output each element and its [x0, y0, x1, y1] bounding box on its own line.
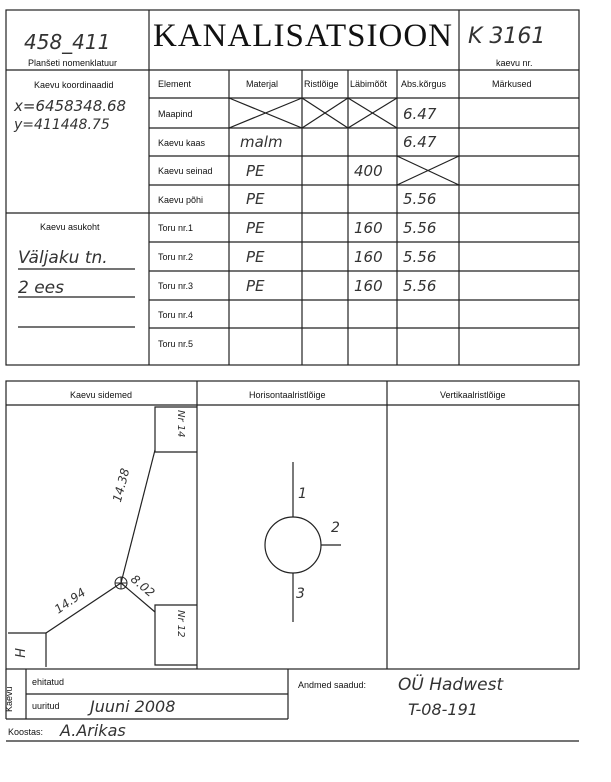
- section-ties-title: Kaevu sidemed: [70, 390, 133, 400]
- header-element: Element: [158, 79, 192, 89]
- cell-labimoot: 400: [354, 162, 383, 180]
- location-line1: Väljaku tn.: [18, 248, 108, 268]
- section-horizontal-title: Horisontaalristlõige: [249, 390, 326, 400]
- cell-materjal: PE: [246, 248, 265, 266]
- header-ristloige: Ristlõige: [304, 79, 339, 89]
- header-markused: Märkused: [492, 79, 532, 89]
- dimension-label: 8.02: [128, 572, 158, 600]
- row-element: Kaevu kaas: [158, 138, 206, 148]
- house-number-bottom: Nr 12: [175, 610, 186, 638]
- row-element: Toru nr.5: [158, 339, 194, 349]
- coordinate-x: x=6458348.68: [14, 97, 127, 115]
- surveyed-value: Juuni 2008: [90, 697, 176, 716]
- cell-labimoot: 160: [354, 219, 383, 237]
- cell-abs: 5.56: [403, 277, 437, 295]
- data-source-label: Andmed saadud:: [298, 680, 367, 690]
- well-number-value: K 3161: [468, 24, 546, 49]
- cell-abs: 5.56: [403, 219, 437, 237]
- cell-labimoot: 160: [354, 277, 383, 295]
- row-element: Toru nr.3: [158, 281, 194, 291]
- author-label: Koostas:: [8, 727, 44, 737]
- cell-abs: 5.56: [403, 190, 437, 208]
- cell-materjal: PE: [246, 162, 265, 180]
- well-symbol: [115, 577, 127, 589]
- coordinates-label: Kaevu koordinaadid: [34, 80, 114, 90]
- header-materjal: Materjal: [246, 79, 279, 89]
- dimension-label: 14.38: [110, 466, 133, 504]
- nomenclature-value: 458_411: [24, 30, 111, 54]
- row-element: Maapind: [158, 109, 193, 119]
- dimension-label: 14.94: [52, 585, 89, 617]
- cell-labimoot: 160: [354, 248, 383, 266]
- row-element: Toru nr.2: [158, 252, 194, 262]
- cell-abs: 6.47: [403, 105, 437, 123]
- coordinate-y: y=411448.75: [14, 117, 110, 133]
- location-line2: 2 ees: [18, 278, 64, 298]
- cell-materjal: PE: [246, 219, 265, 237]
- cell-materjal: PE: [246, 190, 265, 208]
- header-abs: Abs.kõrgus: [401, 79, 447, 89]
- cell-abs: 6.47: [403, 133, 437, 151]
- surveyed-label: uuritud: [32, 701, 60, 711]
- pipe-label: 2: [331, 520, 340, 536]
- row-element: Kaevu seinad: [158, 166, 213, 176]
- house-label-left: H: [11, 648, 26, 658]
- cell-materjal: malm: [240, 133, 283, 151]
- well-number-label: kaevu nr.: [496, 58, 533, 68]
- nomenclature-label: Planšeti nomenklatuur: [28, 58, 118, 68]
- header-labimoot: Läbimõõt: [350, 79, 388, 89]
- cell-materjal: PE: [246, 277, 265, 295]
- row-element: Toru nr.1: [158, 223, 194, 233]
- house-number-top: Nr 14: [175, 410, 186, 438]
- location-label: Kaevu asukoht: [40, 222, 100, 232]
- data-source-value: OÜ Hadwest: [398, 675, 504, 695]
- footer-side-label: Kaevu: [4, 686, 14, 712]
- row-element: Toru nr.4: [158, 310, 194, 320]
- page-title: KANALISATSIOON: [153, 18, 453, 54]
- data-source-code: T-08-191: [408, 700, 478, 719]
- section-vertical-title: Vertikaalristlõige: [440, 390, 506, 400]
- cell-abs: 5.56: [403, 248, 437, 266]
- author-value: A.Arikas: [60, 721, 126, 740]
- pipe-label: 3: [296, 586, 305, 602]
- row-element: Kaevu põhi: [158, 195, 204, 205]
- built-label: ehitatud: [32, 677, 65, 687]
- pipe-label: 1: [298, 486, 307, 502]
